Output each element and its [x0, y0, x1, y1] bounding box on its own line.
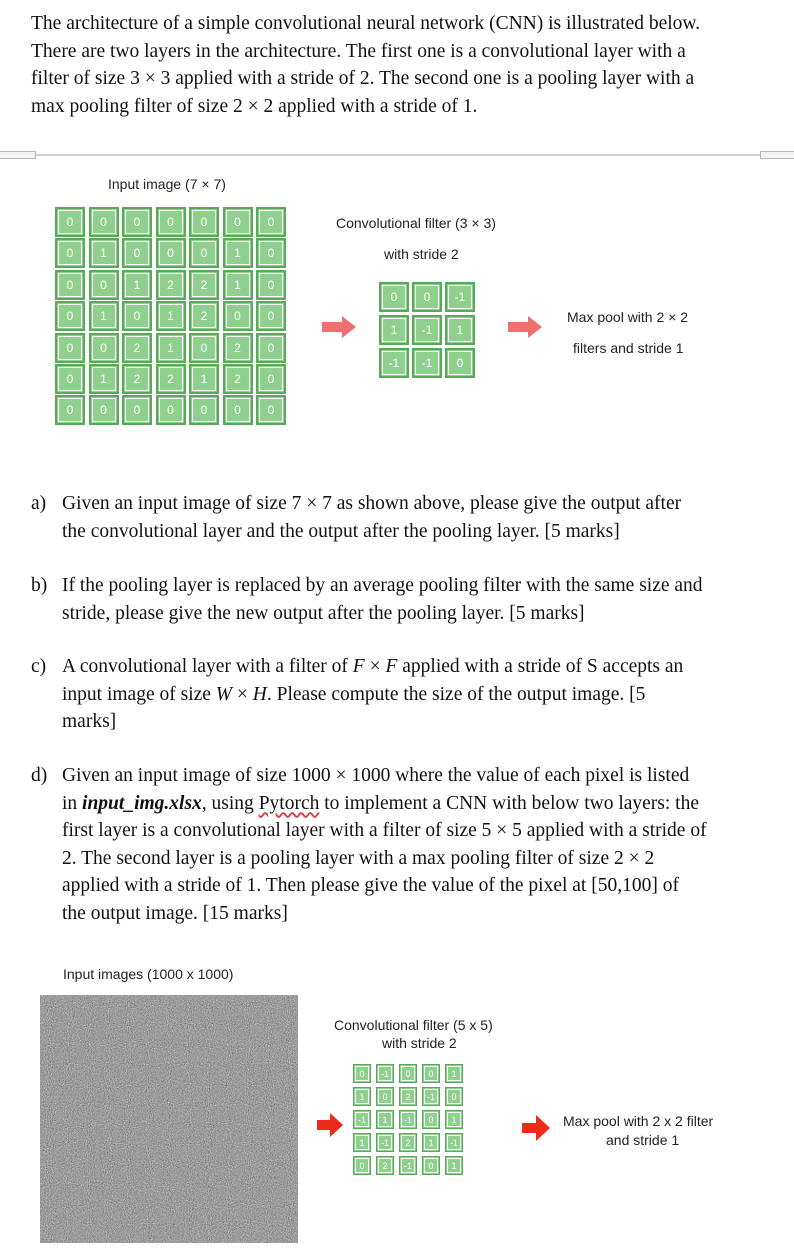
input-grid-cell: 0 — [89, 207, 119, 237]
input-grid-cell: 0 — [256, 395, 286, 425]
filter-grid-cell: -1 — [379, 348, 409, 378]
question-line — [62, 790, 762, 818]
input-grid-cell: 1 — [189, 364, 219, 394]
input-grid-cell: 0 — [122, 238, 152, 268]
intro-line: max pooling filter of size 2 × 2 applied with a stride of 1. — [31, 95, 478, 117]
text-span: . Please compute the size of the output image. [5 — [266, 683, 646, 705]
input-grid-cell: 2 — [156, 364, 186, 394]
text-span: , using — [201, 792, 259, 814]
text-span: input image of size — [62, 683, 216, 705]
input-grid-cell: 0 — [223, 395, 253, 425]
input-grid-cell: 0 — [189, 395, 219, 425]
spellcheck-word: Pytorch — [258, 792, 320, 814]
question-line: stride, please give the new output after the pooling layer. [5 marks] — [62, 602, 585, 624]
filter-grid-5x5-cell: 1 — [353, 1133, 371, 1152]
filter-grid-5x5-cell: -1 — [376, 1133, 394, 1152]
text-span: in — [62, 792, 83, 814]
input-grid-cell: 0 — [55, 270, 85, 300]
input-grid-cell: 2 — [122, 333, 152, 363]
filter-grid-cell: -1 — [412, 348, 442, 378]
input-grid-cell: 2 — [223, 333, 253, 363]
filter-grid-5x5-cell: 0 — [422, 1156, 440, 1175]
filter-grid-5x5-cell: 1 — [445, 1110, 463, 1129]
text-span: × — [232, 683, 253, 705]
filter-grid-cell: 0 — [445, 348, 475, 378]
input-grid-cell: 1 — [156, 333, 186, 363]
question-line — [62, 653, 762, 681]
input-grid-cell: 1 — [89, 238, 119, 268]
filter-grid-cell: -1 — [445, 282, 475, 312]
max-pool-stride-label-2: and stride 1 — [606, 1132, 680, 1148]
question-label: c) — [31, 656, 47, 677]
input-grid-cell: 1 — [89, 364, 119, 394]
input-grid-cell: 0 — [256, 238, 286, 268]
input-grid-cell: 0 — [55, 364, 85, 394]
input-grid-cell: 0 — [256, 301, 286, 331]
noise-image — [40, 995, 298, 1243]
filter-grid-5x5-cell: -1 — [399, 1110, 417, 1129]
math-var: F — [352, 656, 365, 677]
math-var: H — [252, 683, 267, 705]
filter-grid-5x5-cell: 1 — [445, 1156, 463, 1175]
intro-line: The architecture of a simple convolutional neural network (CNN) is illustrated below. — [31, 13, 701, 34]
filter-grid-5x5-cell: 0 — [353, 1064, 371, 1083]
intro-line: There are two layers in the architecture. The first one is a convolutional layer with a — [31, 40, 686, 62]
input-grid-cell: 0 — [223, 301, 253, 331]
filter-grid-5x5-cell: 1 — [376, 1110, 394, 1129]
input-grid-cell: 2 — [223, 364, 253, 394]
filter-grid-5x5-cell: -1 — [445, 1133, 463, 1152]
text-span: A convolutional layer with a filter of — [62, 656, 353, 677]
input-grid-cell: 0 — [256, 270, 286, 300]
arrow-right-icon — [317, 1113, 343, 1137]
input-grid-cell: 2 — [189, 301, 219, 331]
separator-line — [0, 154, 794, 156]
filter-grid-5x5-cell: 0 — [376, 1087, 394, 1106]
filter-grid-cell: -1 — [412, 315, 442, 345]
filter-grid-5x5-cell: 2 — [376, 1156, 394, 1175]
input-grid-cell: 0 — [189, 207, 219, 237]
input-images-label: Input images (1000 x 1000) — [63, 966, 234, 982]
input-grid-cell: 0 — [122, 207, 152, 237]
input-grid-cell: 0 — [156, 395, 186, 425]
file-name: input_img.xlsx — [82, 792, 202, 814]
intro-paragraph — [31, 10, 776, 120]
input-grid-cell: 0 — [122, 395, 152, 425]
filter-grid-5x5-cell: 2 — [399, 1087, 417, 1106]
input-grid-cell: 0 — [189, 333, 219, 363]
input-grid-cell: 0 — [55, 333, 85, 363]
input-grid-cell: 0 — [256, 333, 286, 363]
input-grid-cell: 0 — [55, 395, 85, 425]
max-pool-label: Max pool with 2 × 2 — [567, 309, 689, 325]
question-line: Given an input image of size 1000 × 1000 where the value of each pixel is listed — [62, 765, 690, 786]
question-line — [62, 681, 762, 709]
filter-grid-5x5-cell: 0 — [422, 1110, 440, 1129]
question-line: first layer is a convolutional layer with a filter of size 5 × 5 applied with a stride of — [62, 820, 707, 841]
filter-grid-5x5-cell: 0 — [445, 1087, 463, 1106]
max-pool-stride-label: filters and stride 1 — [573, 340, 684, 356]
filter-grid-5x5-cell: -1 — [399, 1156, 417, 1175]
separator-cap-left — [0, 151, 36, 159]
input-grid-cell: 0 — [223, 207, 253, 237]
filter-grid-5x5-cell: 1 — [445, 1064, 463, 1083]
input-grid-cell: 0 — [89, 333, 119, 363]
filter-grid-5x5-cell: -1 — [353, 1110, 371, 1129]
input-grid-cell: 2 — [189, 270, 219, 300]
input-grid-cell: 0 — [55, 238, 85, 268]
question-label: a) — [31, 493, 47, 514]
input-grid-cell: 1 — [223, 238, 253, 268]
input-grid-cell: 0 — [189, 238, 219, 268]
question-line: applied with a stride of 1. Then please give the value of the pixel at [50,100] of — [62, 875, 679, 896]
filter-grid-cell: 0 — [412, 282, 442, 312]
filter-grid-5x5-cell: 0 — [399, 1064, 417, 1083]
input-grid-cell: 1 — [89, 301, 119, 331]
conv-stride-label: with stride 2 — [384, 246, 459, 262]
conv-filter-grid — [379, 282, 475, 378]
input-grid-cell: 0 — [256, 207, 286, 237]
intro-line: filter of size 3 × 3 applied with a stride of 2. The second one is a pooling layer with a — [31, 68, 695, 89]
question-line: If the pooling layer is replaced by an average pooling filter with the same size and — [62, 575, 703, 596]
filter-grid-cell: 1 — [379, 315, 409, 345]
filter-grid-5x5-cell: 0 — [422, 1064, 440, 1083]
question-label: b) — [31, 575, 48, 596]
filter-grid-cell: 1 — [445, 315, 475, 345]
input-image-grid — [55, 207, 286, 425]
question-label: d) — [31, 765, 48, 786]
question-line: the convolutional layer and the output after the pooling layer. [5 marks] — [62, 520, 620, 542]
text-span: to implement a CNN with below two layers: the — [319, 792, 699, 814]
image-separator — [0, 151, 794, 159]
conv-stride-label-2: with stride 2 — [382, 1035, 457, 1051]
filter-grid-5x5-cell: 1 — [422, 1133, 440, 1152]
input-grid-cell: 0 — [156, 207, 186, 237]
math-var: W — [215, 683, 233, 705]
separator-cap-right — [760, 151, 794, 159]
question-line: the output image. [15 marks] — [62, 902, 288, 924]
input-grid-cell: 0 — [55, 301, 85, 331]
max-pool-label-2: Max pool with 2 x 2 filter — [563, 1113, 714, 1129]
filter-grid-5x5-cell: 2 — [399, 1133, 417, 1152]
question-line: marks] — [62, 711, 117, 732]
input-image-label: Input image (7 × 7) — [108, 176, 226, 192]
input-grid-cell: 0 — [122, 301, 152, 331]
input-grid-cell: 0 — [55, 207, 85, 237]
question-line: Given an input image of size 7 × 7 as shown above, please give the output after — [62, 493, 682, 514]
filter-grid-5x5-cell: 0 — [353, 1156, 371, 1175]
input-grid-cell: 1 — [156, 301, 186, 331]
input-grid-cell: 1 — [223, 270, 253, 300]
conv-filter-label-2: Convolutional filter (5 x 5) — [334, 1017, 493, 1033]
input-grid-cell: 0 — [256, 364, 286, 394]
filter-grid-cell: 0 — [379, 282, 409, 312]
noise-texture — [40, 995, 298, 1243]
input-grid-cell: 2 — [122, 364, 152, 394]
filter-grid-5x5-cell: -1 — [422, 1087, 440, 1106]
arrow-right-icon — [522, 1115, 550, 1141]
conv-filter-grid-5x5 — [353, 1064, 463, 1175]
question-line: 2. The second layer is a pooling layer with a max pooling filter of size 2 × 2 — [62, 847, 655, 869]
input-grid-cell: 1 — [122, 270, 152, 300]
filter-grid-5x5-cell: 1 — [353, 1087, 371, 1106]
filter-grid-5x5-cell: -1 — [376, 1064, 394, 1083]
conv-filter-label: Convolutional filter (3 × 3) — [336, 215, 496, 231]
input-grid-cell: 0 — [156, 238, 186, 268]
math-var: F — [385, 656, 398, 677]
text-span: applied with a stride of S accepts an — [397, 656, 684, 677]
input-grid-cell: 0 — [89, 395, 119, 425]
text-span: × — [364, 656, 386, 677]
input-grid-cell: 0 — [89, 270, 119, 300]
arrow-right-icon — [508, 316, 542, 338]
input-grid-cell: 2 — [156, 270, 186, 300]
arrow-right-icon — [322, 316, 356, 338]
